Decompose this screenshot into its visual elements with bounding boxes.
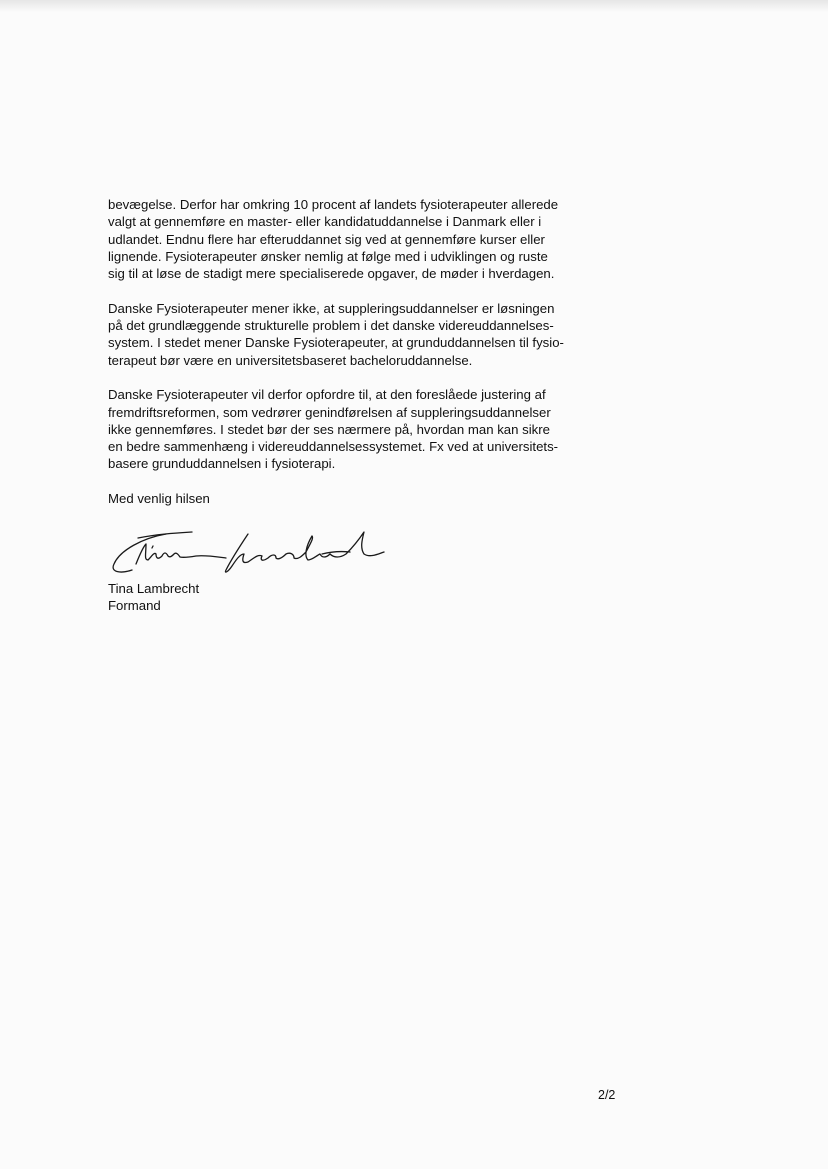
text-line: valgt at gennemføre en master- eller kandidatuddannelse i Danmark eller i <box>108 214 542 230</box>
text-line: en bedre sammenhæng i videreuddannelsessystemet. Fx ved at universitets- <box>108 439 559 455</box>
letter-body <box>108 196 638 507</box>
signer-name: Tina Lambrecht <box>108 581 200 596</box>
text-line: basere grunduddannelsen i fysioterapi. <box>108 456 336 472</box>
handwritten-signature <box>108 524 388 580</box>
closing-salutation: Med venlig hilsen <box>108 491 210 507</box>
text-line: udlandet. Endnu flere har efteruddannet sig ved at gennemføre kurser eller <box>108 231 545 247</box>
text-line: fremdriftsreformen, som vedrører genindførelsen af suppleringsuddannelser <box>108 404 551 420</box>
text-line: Danske Fysioterapeuter mener ikke, at suppleringsuddannelser er løsningen <box>108 300 555 316</box>
signer-block <box>108 580 199 615</box>
text-line: lignende. Fysioterapeuter ønsker nemlig at følge med i udviklingen og ruste <box>108 248 548 264</box>
text-line: på det grundlæggende strukturelle problem i det danske videreuddannelses- <box>108 318 554 334</box>
page-number: 2/2 <box>598 1088 616 1102</box>
text-line: bevægelse. Derfor har omkring 10 procent af landets fysioterapeuter allerede <box>108 197 559 212</box>
paragraph-recommendation <box>108 386 638 472</box>
text-line: system. I stedet mener Danske Fysioterapeuter, at grunduddannelsen til fysio- <box>108 335 564 351</box>
paragraph-education <box>108 196 638 282</box>
text-line: sig til at løse de stadigt mere specialiserede opgaver, de møder i hverdagen. <box>108 266 555 282</box>
scan-edge-shadow <box>0 0 828 12</box>
text-line: terapeut bør være en universitetsbaseret bacheloruddannelse. <box>108 352 473 368</box>
text-line: Danske Fysioterapeuter vil derfor opfordre til, at den foreslåede justering af <box>108 387 546 403</box>
signer-title: Formand <box>108 598 161 614</box>
text-line: ikke gennemføres. I stedet bør der ses nærmere på, hvordan man kan sikre <box>108 421 550 437</box>
paragraph-position <box>108 300 638 369</box>
